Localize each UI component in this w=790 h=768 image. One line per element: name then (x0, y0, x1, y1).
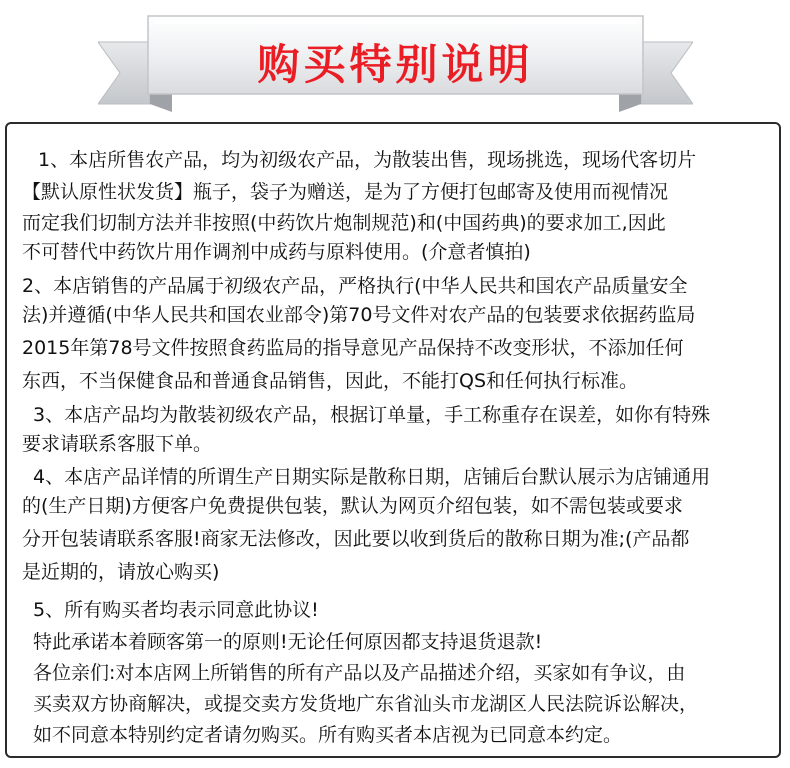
notice-line: 而定我们切制方法并非按照(中药饮片炮制规范)和(中国药典)的要求加工,因此 (22, 212, 666, 234)
notice-line: 法)并遵循(中华人民共和国农业部令)第70号文件对农产品的包装要求依据药监局 (22, 304, 696, 326)
notice-line: 不可替代中药饮片用作调剂中成药与原料使用。(介意者慎拍) (22, 241, 531, 263)
notice-line: 1、本店所售农产品，均为初级农产品，为散装出售，现场挑选，现场代客切片 (38, 149, 697, 171)
notice-line: 特此承诺本着顾客第一的原则!无论任何原因都支持退货退款! (33, 631, 543, 653)
notice-line: 4、本店产品详情的所谓生产日期实际是散称日期，店铺后台默认展示为店铺通用 (33, 466, 711, 488)
notice-line: 要求请联系客服下单。 (22, 433, 213, 455)
notice-line: 如不同意本特别约定者请勿购买。所有购买者本店视为已同意本约定。 (33, 724, 623, 746)
notice-line: 东西，不当保健食品和普通食品销售，因此，不能打QS和任何执行标准。 (22, 370, 639, 392)
notice-line: 2015年第78号文件按照食药监局的指导意见产品保持不改变形状，不添加任何 (22, 337, 684, 359)
notice-line: 是近期的，请放心购买) (22, 561, 220, 583)
notice-line: 5、所有购买者均表示同意此协议! (33, 599, 319, 621)
notice-line: 3、本店产品均为散装初级农产品，根据订单量，手工称重存在误差，如你有特殊 (33, 404, 711, 426)
notice-line: 【默认原性状发货】瓶子，袋子为赠送，是为了方便打包邮寄及使用而视情况 (22, 181, 669, 203)
notice-line: 分开包装请联系客服!商家无法修改，因此要以收到货后的散称日期为准;(产品都 (22, 528, 690, 550)
title-ribbon (98, 8, 693, 118)
notice-line: 买卖双方协商解决，或提交卖方发货地广东省汕头市龙湖区人民法院诉讼解决， (33, 693, 699, 715)
notice-line: 2、本店销售的产品属于初级农产品，严格执行(中华人民共和国农产品质量安全 (22, 275, 688, 297)
page-title: 购买特别说明 (257, 40, 534, 89)
notice-line: 的(生产日期)方便客户免费提供包装，默认为网页介绍包装，如不需包装或要求 (22, 495, 683, 517)
notice-line: 各位亲们:对本店网上所销售的所有产品以及产品描述介绍，买家如有争议，由 (33, 662, 686, 684)
